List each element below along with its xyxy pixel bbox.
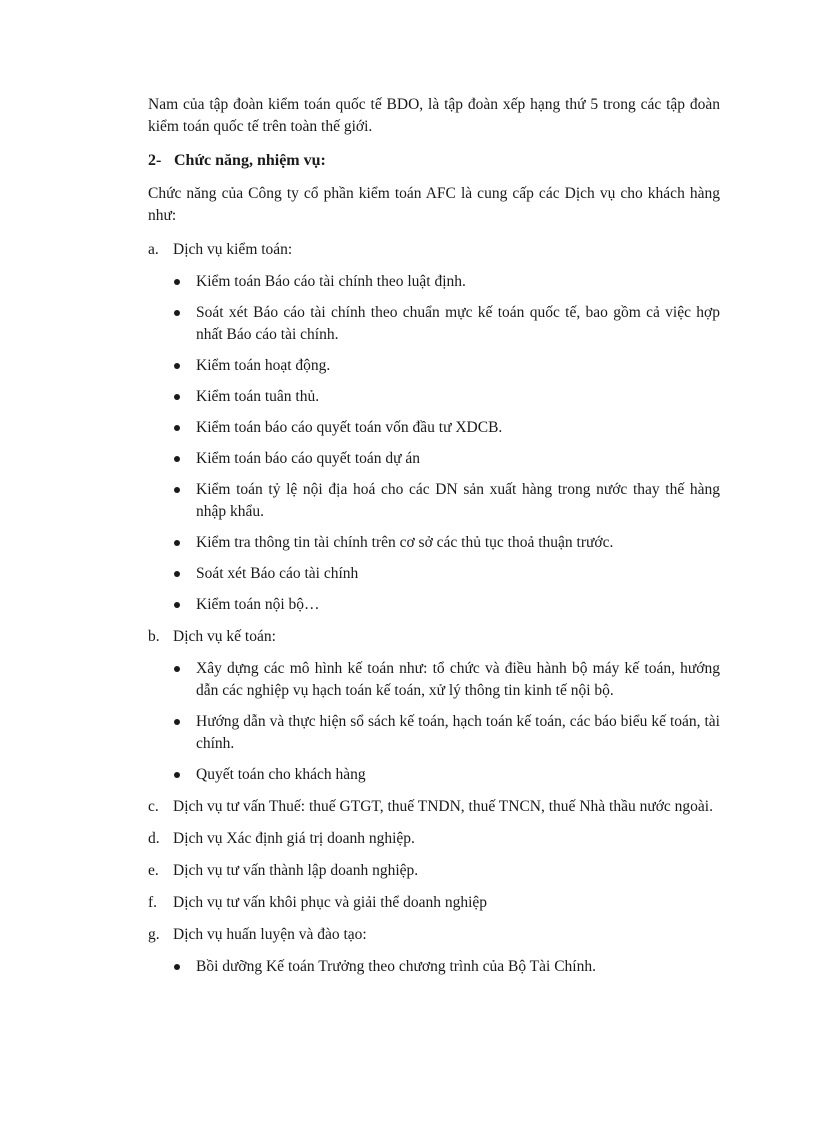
- intro-paragraph: Nam của tập đoàn kiểm toán quốc tế BDO, là tập đoàn xếp hạng thứ 5 trong các tập đoàn kiểm toán quốc tế trên toàn thế giới.: [148, 96, 720, 135]
- service-bullet-list: [148, 271, 720, 616]
- bullet-dot-icon: [172, 956, 196, 978]
- description-paragraph: Chức năng của Công ty cổ phần kiểm toán AFC là cung cấp các Dịch vụ cho khách hàng như:: [148, 185, 720, 224]
- bullet-item: [148, 658, 720, 702]
- bullet-item: [148, 956, 720, 978]
- service-item: [148, 239, 720, 261]
- bullet-text: Soát xét Báo cáo tài chính theo chuẩn mực kế toán quốc tế, bao gồm cả việc hợp nhất Báo cáo tài chính.: [196, 304, 720, 343]
- bullet-text: Kiểm tra thông tin tài chính trên cơ sở các thủ tục thoả thuận trước.: [196, 534, 614, 551]
- service-letter: d.: [148, 830, 160, 847]
- bullet-item: [148, 764, 720, 786]
- service-item: [148, 892, 720, 914]
- bullet-item: [148, 417, 720, 439]
- service-bullet-list: [148, 658, 720, 786]
- bullet-dot-icon: [172, 386, 196, 408]
- bullet-dot-icon: [172, 417, 196, 439]
- service-label: Dịch vụ tư vấn Thuế: thuế GTGT, thuế TNDN, thuế TNCN, thuế Nhà thầu nước ngoài.: [173, 798, 713, 815]
- section-title: Chức năng, nhiệm vụ:: [174, 152, 326, 169]
- bullet-dot-icon: [172, 302, 196, 346]
- service-letter: c.: [148, 798, 159, 815]
- service-label: Dịch vụ tư vấn khôi phục và giải thể doanh nghiệp: [173, 894, 488, 911]
- bullet-item: [148, 448, 720, 470]
- service-bullet-list: [148, 956, 720, 978]
- section-heading: [148, 150, 720, 172]
- bullet-text: Bồi dưỡng Kế toán Trưởng theo chương trình của Bộ Tài Chính.: [196, 958, 596, 975]
- bullet-text: Xây dựng các mô hình kế toán như: tổ chức và điều hành bộ máy kế toán, hướng dẫn các nghiệp vụ hạch toán kế toán, xử lý thông tin kinh tế nội bộ.: [196, 660, 720, 699]
- service-item: [148, 860, 720, 882]
- service-item: [148, 924, 720, 946]
- service-letter: b.: [148, 628, 160, 645]
- service-label: Dịch vụ kế toán:: [173, 628, 276, 645]
- section-number: 2-: [148, 152, 162, 169]
- bullet-text: Kiểm toán Báo cáo tài chính theo luật định.: [196, 273, 466, 290]
- service-item: [148, 828, 720, 850]
- bullet-dot-icon: [172, 448, 196, 470]
- bullet-text: Kiểm toán tuân thủ.: [196, 388, 320, 405]
- service-letter: f.: [148, 894, 158, 911]
- bullet-item: [148, 302, 720, 346]
- services-list: [148, 239, 720, 978]
- bullet-text: Kiểm toán tỷ lệ nội địa hoá cho các DN sản xuất hàng trong nước thay thế hàng nhập khẩu.: [196, 481, 720, 520]
- service-item: [148, 796, 720, 818]
- service-label: Dịch vụ tư vấn thành lập doanh nghiệp.: [173, 862, 419, 879]
- bullet-text: Kiểm toán hoạt động.: [196, 357, 331, 374]
- bullet-text: Kiểm toán báo cáo quyết toán vốn đầu tư XDCB.: [196, 419, 503, 436]
- bullet-text: Quyết toán cho khách hàng: [196, 766, 366, 783]
- bullet-item: [148, 711, 720, 755]
- service-label: Dịch vụ huấn luyện và đào tạo:: [173, 926, 367, 943]
- service-letter: g.: [148, 926, 160, 943]
- service-label: Dịch vụ kiểm toán:: [173, 241, 293, 258]
- bullet-dot-icon: [172, 764, 196, 786]
- bullet-dot-icon: [172, 594, 196, 616]
- bullet-item: [148, 563, 720, 585]
- bullet-text: Hướng dẫn và thực hiện sổ sách kế toán, hạch toán kế toán, các báo biểu kế toán, tài chính.: [196, 713, 720, 752]
- service-letter: a.: [148, 241, 159, 258]
- bullet-text: Kiểm toán báo cáo quyết toán dự án: [196, 450, 421, 467]
- bullet-dot-icon: [172, 563, 196, 585]
- bullet-dot-icon: [172, 355, 196, 377]
- bullet-item: [148, 386, 720, 408]
- bullet-dot-icon: [172, 271, 196, 293]
- bullet-item: [148, 594, 720, 616]
- bullet-item: [148, 479, 720, 523]
- bullet-dot-icon: [172, 711, 196, 755]
- service-item: [148, 626, 720, 648]
- bullet-dot-icon: [172, 479, 196, 523]
- bullet-item: [148, 271, 720, 293]
- bullet-dot-icon: [172, 532, 196, 554]
- bullet-dot-icon: [172, 658, 196, 702]
- bullet-item: [148, 532, 720, 554]
- bullet-text: Soát xét Báo cáo tài chính: [196, 565, 359, 582]
- service-letter: e.: [148, 862, 159, 879]
- document-page: [148, 94, 720, 988]
- service-label: Dịch vụ Xác định giá trị doanh nghiệp.: [173, 830, 415, 847]
- bullet-text: Kiểm toán nội bộ…: [196, 596, 320, 613]
- bullet-item: [148, 355, 720, 377]
